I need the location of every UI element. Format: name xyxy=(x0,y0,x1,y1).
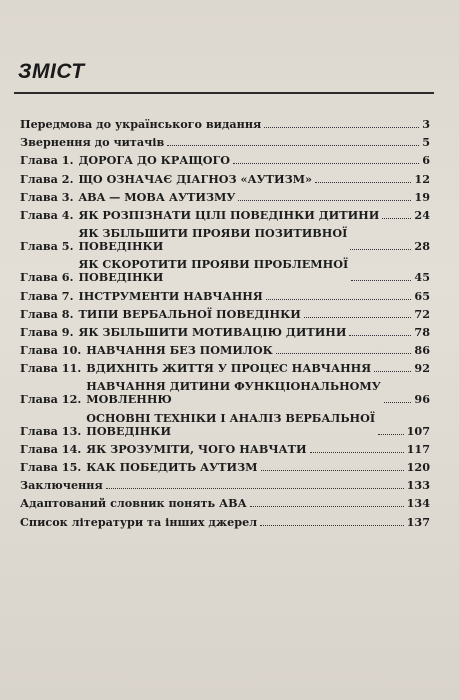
entry-title: ВДИХНІТЬ ЖИТТЯ У ПРОЦЕС НАВЧАННЯ xyxy=(86,361,372,376)
dot-leader xyxy=(266,299,412,300)
page-number: 78 xyxy=(414,324,430,339)
dot-leader xyxy=(382,218,411,219)
toc-entry xyxy=(20,136,430,149)
dot-leader xyxy=(238,200,411,201)
toc-entry xyxy=(20,326,430,339)
dot-leader xyxy=(350,249,411,250)
chapter-number: Глава 5. xyxy=(20,239,74,254)
chapter-number: Глава 11. xyxy=(20,361,82,376)
toc-entry xyxy=(20,308,430,321)
toc-entry xyxy=(20,258,430,284)
entry-title: ЯК ЗБІЛЬШИТИ ПРОЯВИ ПОЗИТИВНОЇ xyxy=(78,226,348,241)
toc-entry xyxy=(20,412,430,438)
entry-title: ПОВЕДІНКИ xyxy=(78,239,164,254)
dot-leader xyxy=(264,127,419,128)
title-rule xyxy=(14,92,434,94)
entry-title: Адаптований словник понять АВА xyxy=(20,496,247,511)
entry-title: НАВЧАННЯ БЕЗ ПОМИЛОК xyxy=(86,343,273,358)
entry-title: ПОВЕДІНКИ xyxy=(86,423,172,438)
toc-entry xyxy=(20,479,430,492)
chapter-number: Глава 13. xyxy=(20,423,82,438)
chapter-number: Глава 8. xyxy=(20,306,74,321)
dot-leader xyxy=(261,470,404,471)
toc-entry xyxy=(20,209,430,222)
page-number: 24 xyxy=(414,207,430,222)
entry-title: Передмова до українського видання xyxy=(20,117,262,131)
toc-entry xyxy=(20,173,430,186)
page-number: 107 xyxy=(406,423,430,438)
page-number: 96 xyxy=(414,392,430,407)
entry-title: ЯК ЗРОЗУМІТИ, ЧОГО НАВЧАТИ xyxy=(86,441,307,456)
entry-title: Заключення xyxy=(20,478,103,493)
chapter-number: Глава 2. xyxy=(20,171,74,186)
dot-leader xyxy=(315,182,411,183)
chapter-number: Глава 9. xyxy=(20,324,74,339)
toc-entry xyxy=(20,344,430,357)
chapter-number: Глава 10. xyxy=(20,343,82,358)
entry-title: ІНСТРУМЕНТИ НАВЧАННЯ xyxy=(78,288,263,303)
entry-title: ТИПИ ВЕРБАЛЬНОЇ ПОВЕДІНКИ xyxy=(78,306,301,321)
chapter-number: Глава 14. xyxy=(20,441,82,456)
dot-leader xyxy=(276,353,412,354)
page-number: 65 xyxy=(414,288,430,303)
page-number: 134 xyxy=(406,496,430,511)
page-number: 5 xyxy=(422,135,430,150)
chapter-number: Глава 6. xyxy=(20,270,74,285)
dot-leader xyxy=(310,452,404,453)
entry-title: ЯК РОЗПІЗНАТИ ЦІЛІ ПОВЕДІНКИ ДИТИНИ xyxy=(78,207,380,222)
entry-title: ДОРОГА ДО КРАЩОГО xyxy=(78,153,231,168)
entry-title: ABA — МОВА АУТИЗМУ xyxy=(78,189,236,204)
dot-leader xyxy=(106,488,404,489)
page-number: 133 xyxy=(406,478,430,493)
dot-leader xyxy=(374,371,411,372)
page-number: 3 xyxy=(422,117,430,131)
toc-entry xyxy=(20,497,430,510)
page-number: 6 xyxy=(422,153,430,168)
page-title: ЗМІСТ xyxy=(18,60,85,83)
page-number: 92 xyxy=(414,361,430,376)
page-number: 19 xyxy=(414,189,430,204)
toc-entry xyxy=(20,362,430,375)
toc-entry xyxy=(20,154,430,167)
dot-leader xyxy=(167,145,419,146)
table-of-contents xyxy=(20,118,430,534)
toc-entry xyxy=(20,118,430,131)
toc-entry xyxy=(20,461,430,474)
toc-entry xyxy=(20,227,430,253)
page-number: 120 xyxy=(406,460,430,474)
entry-title: НАВЧАННЯ ДИТИНИ ФУНКЦІОНАЛЬНОМУ xyxy=(86,379,381,394)
entry-title: КАК ПОБЕДИТЬ АУТИЗМ xyxy=(86,460,258,474)
entry-title: ЩО ОЗНАЧАЄ ДІАГНОЗ «АУТИЗМ» xyxy=(78,171,313,186)
chapter-number: Глава 1. xyxy=(20,153,74,168)
dot-leader xyxy=(233,163,419,164)
entry-title: ОСНОВНІ ТЕХНІКИ І АНАЛІЗ ВЕРБАЛЬНОЇ xyxy=(86,410,376,425)
entry-title: ЯК ЗБІЛЬШИТИ МОТИВАЦІЮ ДИТИНИ xyxy=(78,324,347,339)
toc-entry xyxy=(20,290,430,303)
toc-entry xyxy=(20,380,430,406)
page-number: 137 xyxy=(406,514,430,529)
toc-entry xyxy=(20,191,430,204)
chapter-number: Глава 12. xyxy=(20,392,82,407)
toc-entry xyxy=(20,516,430,529)
chapter-number: Глава 4. xyxy=(20,207,74,222)
entry-title: МОВЛЕННЮ xyxy=(86,392,172,407)
dot-leader xyxy=(351,280,411,281)
page-number: 28 xyxy=(414,239,430,254)
toc-entry xyxy=(20,443,430,456)
dot-leader xyxy=(384,402,412,403)
dot-leader xyxy=(349,335,411,336)
page-number: 86 xyxy=(414,343,430,358)
dot-leader xyxy=(378,434,404,435)
page-number: 12 xyxy=(414,171,430,186)
chapter-number: Глава 15. xyxy=(20,460,82,474)
entry-title: ПОВЕДІНКИ xyxy=(78,270,164,285)
entry-title: Звернення до читачів xyxy=(20,135,165,150)
dot-leader xyxy=(304,317,412,318)
page-number: 45 xyxy=(414,270,430,285)
chapter-number: Глава 3. xyxy=(20,189,74,204)
chapter-number: Глава 7. xyxy=(20,288,74,303)
dot-leader xyxy=(250,506,404,507)
dot-leader xyxy=(260,525,404,526)
entry-title: Список літератури та інших джерел xyxy=(20,514,258,529)
page-number: 117 xyxy=(406,441,430,456)
page-number: 72 xyxy=(414,306,430,321)
entry-title: ЯК СКОРОТИТИ ПРОЯВИ ПРОБЛЕМНОЇ xyxy=(78,257,349,272)
